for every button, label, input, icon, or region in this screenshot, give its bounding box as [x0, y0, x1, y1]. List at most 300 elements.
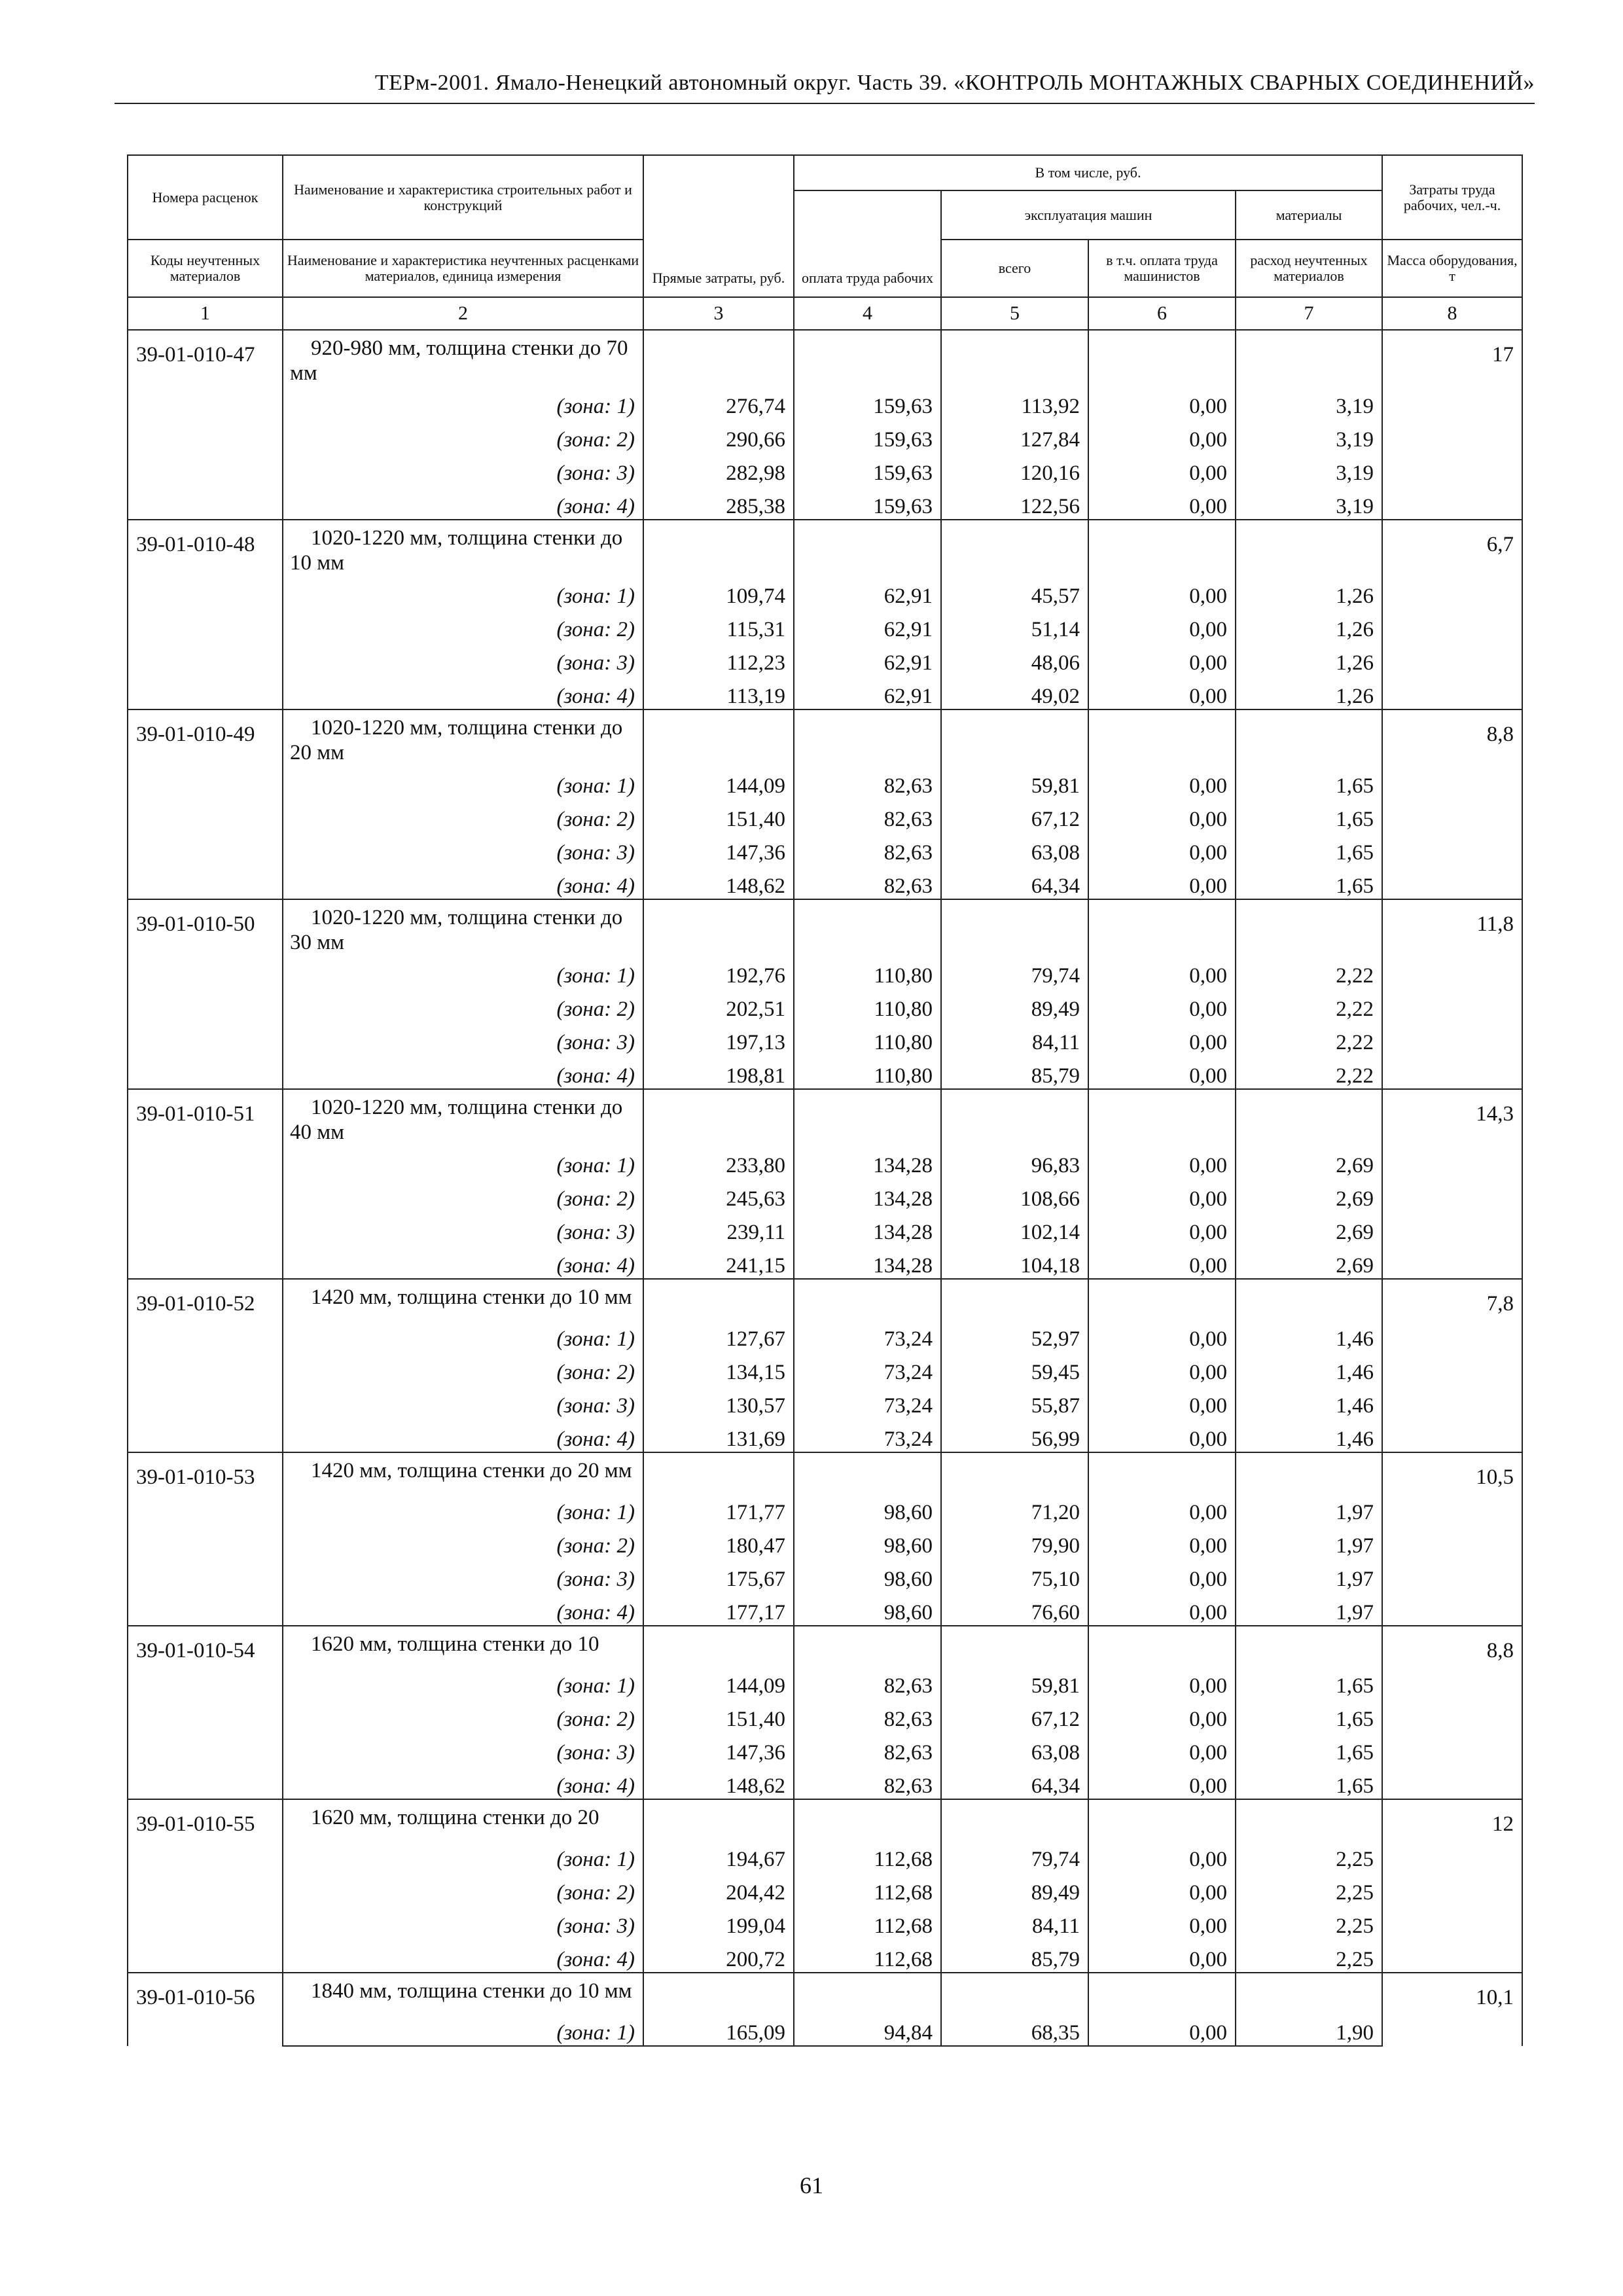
machines-total-value: 122,56	[941, 486, 1088, 520]
machines-total-value: 48,06	[941, 642, 1088, 675]
rate-code: 39-01-010-55	[128, 1799, 283, 1973]
direct-costs-value: 233,80	[643, 1145, 794, 1178]
empty-cell	[941, 1626, 1088, 1665]
empty-cell	[1236, 520, 1382, 575]
machines-total-value: 79,74	[941, 1839, 1088, 1872]
materials-value: 1,65	[1236, 765, 1382, 798]
machines-total-value: 59,45	[941, 1352, 1088, 1385]
zone-label: (зона: 4)	[283, 865, 643, 899]
labor-pay-value: 110,80	[794, 1055, 941, 1089]
materials-value: 3,19	[1236, 486, 1382, 520]
empty-cell	[941, 899, 1088, 955]
header-materials: материалы	[1236, 190, 1382, 240]
labor-cost: 6,7	[1382, 520, 1522, 709]
rate-code: 39-01-010-52	[128, 1279, 283, 1452]
materials-value: 2,22	[1236, 955, 1382, 988]
header-machine-operation: эксплуатация машин	[941, 190, 1236, 240]
machinist-pay-value: 0,00	[1088, 452, 1236, 486]
zone-label: (зона: 1)	[283, 2012, 643, 2046]
machines-total-value: 45,57	[941, 575, 1088, 609]
rate-group	[128, 709, 1522, 765]
direct-costs-value: 144,09	[643, 765, 794, 798]
labor-pay-value: 82,63	[794, 798, 941, 832]
machinist-pay-value: 0,00	[1088, 1492, 1236, 1525]
machines-total-value: 56,99	[941, 1418, 1088, 1452]
header-equipment-mass: Масса оборудования, т	[1382, 240, 1522, 297]
zone-label: (зона: 4)	[283, 1418, 643, 1452]
rate-title: 1620 мм, толщина стенки до 10	[283, 1626, 643, 1665]
rate-title: 1840 мм, толщина стенки до 10 мм	[283, 1973, 643, 2012]
machines-total-value: 64,34	[941, 1765, 1088, 1799]
machinist-pay-value: 0,00	[1088, 1698, 1236, 1732]
zone-row	[128, 2012, 1522, 2046]
labor-pay-value: 98,60	[794, 1525, 941, 1558]
zone-row	[128, 1872, 1522, 1905]
labor-pay-value: 110,80	[794, 988, 941, 1022]
labor-pay-value: 62,91	[794, 609, 941, 642]
direct-costs-value: 175,67	[643, 1558, 794, 1592]
empty-cell	[794, 1973, 941, 2012]
machinist-pay-value: 0,00	[1088, 1939, 1236, 1973]
machines-total-value: 75,10	[941, 1558, 1088, 1592]
zone-label: (зона: 3)	[283, 1905, 643, 1939]
direct-costs-value: 171,77	[643, 1492, 794, 1525]
materials-value: 2,22	[1236, 1022, 1382, 1055]
machinist-pay-value: 0,00	[1088, 1839, 1236, 1872]
labor-cost: 8,8	[1382, 1626, 1522, 1799]
column-number: 3	[643, 297, 794, 330]
labor-pay-value: 159,63	[794, 452, 941, 486]
machinist-pay-value: 0,00	[1088, 642, 1236, 675]
machinist-pay-value: 0,00	[1088, 1872, 1236, 1905]
machines-total-value: 96,83	[941, 1145, 1088, 1178]
materials-value: 1,46	[1236, 1352, 1382, 1385]
direct-costs-value: 148,62	[643, 865, 794, 899]
labor-cost: 17	[1382, 330, 1522, 520]
materials-value: 1,46	[1236, 1385, 1382, 1418]
zone-label: (зона: 2)	[283, 419, 643, 452]
machines-total-value: 51,14	[941, 609, 1088, 642]
rate-group	[128, 1799, 1522, 1839]
labor-pay-value: 82,63	[794, 1698, 941, 1732]
empty-cell	[794, 709, 941, 765]
empty-cell	[941, 520, 1088, 575]
direct-costs-value: 165,09	[643, 2012, 794, 2046]
empty-cell	[1236, 1279, 1382, 1318]
empty-cell	[1236, 899, 1382, 955]
empty-cell	[1088, 1626, 1236, 1665]
machines-total-value: 84,11	[941, 1022, 1088, 1055]
direct-costs-value: 112,23	[643, 642, 794, 675]
rate-group	[128, 1089, 1522, 1145]
header-direct-costs: Прямые затраты, руб.	[643, 155, 794, 297]
rate-code: 39-01-010-48	[128, 520, 283, 709]
materials-value: 1,46	[1236, 1418, 1382, 1452]
direct-costs-value: 241,15	[643, 1245, 794, 1279]
zone-row	[128, 1418, 1522, 1452]
machinist-pay-value: 0,00	[1088, 1145, 1236, 1178]
column-number: 2	[283, 297, 643, 330]
machines-total-value: 79,74	[941, 955, 1088, 988]
empty-cell	[794, 520, 941, 575]
empty-cell	[1236, 330, 1382, 386]
machinist-pay-value: 0,00	[1088, 865, 1236, 899]
direct-costs-value: 192,76	[643, 955, 794, 988]
rate-code: 39-01-010-50	[128, 899, 283, 1089]
materials-value: 1,65	[1236, 832, 1382, 865]
machinist-pay-value: 0,00	[1088, 2012, 1236, 2046]
labor-pay-value: 134,28	[794, 1211, 941, 1245]
header-unaccounted-codes: Коды неучтенных материалов	[128, 240, 283, 297]
labor-pay-value: 82,63	[794, 865, 941, 899]
zone-label: (зона: 4)	[283, 486, 643, 520]
empty-cell	[643, 899, 794, 955]
machines-total-value: 102,14	[941, 1211, 1088, 1245]
materials-value: 1,97	[1236, 1492, 1382, 1525]
zone-row	[128, 1665, 1522, 1698]
machines-total-value: 52,97	[941, 1318, 1088, 1352]
zone-row	[128, 642, 1522, 675]
rate-title: 1420 мм, толщина стенки до 10 мм	[283, 1279, 643, 1318]
zone-label: (зона: 1)	[283, 765, 643, 798]
zone-row	[128, 1318, 1522, 1352]
direct-costs-value: 276,74	[643, 386, 794, 419]
materials-value: 1,97	[1236, 1525, 1382, 1558]
direct-costs-value: 109,74	[643, 575, 794, 609]
direct-costs-value: 290,66	[643, 419, 794, 452]
zone-label: (зона: 1)	[283, 1145, 643, 1178]
zone-row	[128, 1055, 1522, 1089]
materials-value: 1,26	[1236, 642, 1382, 675]
labor-pay-value: 134,28	[794, 1145, 941, 1178]
rate-group	[128, 520, 1522, 575]
labor-pay-value: 98,60	[794, 1592, 941, 1626]
machines-total-value: 85,79	[941, 1939, 1088, 1973]
zone-row	[128, 1839, 1522, 1872]
machinist-pay-value: 0,00	[1088, 832, 1236, 865]
machinist-pay-value: 0,00	[1088, 988, 1236, 1022]
labor-pay-value: 73,24	[794, 1352, 941, 1385]
machinist-pay-value: 0,00	[1088, 609, 1236, 642]
empty-cell	[643, 520, 794, 575]
machines-total-value: 76,60	[941, 1592, 1088, 1626]
zone-label: (зона: 4)	[283, 1592, 643, 1626]
zone-label: (зона: 2)	[283, 1698, 643, 1732]
machinist-pay-value: 0,00	[1088, 1905, 1236, 1939]
zone-label: (зона: 1)	[283, 386, 643, 419]
machinist-pay-value: 0,00	[1088, 1665, 1236, 1698]
rate-group	[128, 1973, 1522, 2012]
labor-pay-value: 94,84	[794, 2012, 941, 2046]
labor-pay-value: 112,68	[794, 1872, 941, 1905]
direct-costs-value: 200,72	[643, 1939, 794, 1973]
zone-row	[128, 1492, 1522, 1525]
materials-value: 1,65	[1236, 1765, 1382, 1799]
empty-cell	[643, 709, 794, 765]
zone-row	[128, 1022, 1522, 1055]
materials-value: 1,97	[1236, 1558, 1382, 1592]
materials-value: 2,69	[1236, 1211, 1382, 1245]
machinist-pay-value: 0,00	[1088, 1245, 1236, 1279]
zone-row	[128, 988, 1522, 1022]
machines-total-value: 104,18	[941, 1245, 1088, 1279]
machines-total-value: 120,16	[941, 452, 1088, 486]
zone-row	[128, 1592, 1522, 1626]
empty-cell	[643, 330, 794, 386]
rate-code: 39-01-010-54	[128, 1626, 283, 1799]
zone-label: (зона: 4)	[283, 1765, 643, 1799]
direct-costs-value: 151,40	[643, 1698, 794, 1732]
column-number: 7	[1236, 297, 1382, 330]
zone-label: (зона: 1)	[283, 575, 643, 609]
machines-total-value: 59,81	[941, 1665, 1088, 1698]
direct-costs-value: 144,09	[643, 1665, 794, 1698]
machinist-pay-value: 0,00	[1088, 1525, 1236, 1558]
direct-costs-value: 113,19	[643, 675, 794, 709]
machines-total-value: 89,49	[941, 988, 1088, 1022]
labor-pay-value: 73,24	[794, 1418, 941, 1452]
zone-label: (зона: 4)	[283, 1245, 643, 1279]
materials-value: 2,25	[1236, 1839, 1382, 1872]
empty-cell	[1088, 1452, 1236, 1492]
direct-costs-value: 131,69	[643, 1418, 794, 1452]
empty-cell	[643, 1799, 794, 1839]
empty-cell	[794, 1279, 941, 1318]
rate-title: 1020-1220 мм, толщина стенки до 40 мм	[283, 1089, 643, 1145]
materials-value: 2,25	[1236, 1905, 1382, 1939]
zone-label: (зона: 3)	[283, 1211, 643, 1245]
direct-costs-value: 180,47	[643, 1525, 794, 1558]
zone-label: (зона: 4)	[283, 1055, 643, 1089]
machines-total-value: 59,81	[941, 765, 1088, 798]
empty-cell	[1088, 1973, 1236, 2012]
labor-pay-value: 112,68	[794, 1905, 941, 1939]
rate-title: 1020-1220 мм, толщина стенки до 20 мм	[283, 709, 643, 765]
zone-row	[128, 765, 1522, 798]
machinist-pay-value: 0,00	[1088, 386, 1236, 419]
labor-pay-value: 82,63	[794, 1765, 941, 1799]
machines-total-value: 67,12	[941, 1698, 1088, 1732]
labor-pay-value: 112,68	[794, 1839, 941, 1872]
materials-value: 3,19	[1236, 386, 1382, 419]
zone-row	[128, 1211, 1522, 1245]
labor-pay-value: 110,80	[794, 1022, 941, 1055]
machines-total-value: 79,90	[941, 1525, 1088, 1558]
column-number: 4	[794, 297, 941, 330]
direct-costs-value: 239,11	[643, 1211, 794, 1245]
zone-row	[128, 452, 1522, 486]
labor-pay-value: 82,63	[794, 765, 941, 798]
page-header: ТЕРм-2001. Ямало-Ненецкий автономный округ. Часть 39. «КОНТРОЛЬ МОНТАЖНЫХ СВАРНЫХ СОЕДИНЕНИЙ»	[374, 71, 1535, 95]
materials-value: 1,65	[1236, 1665, 1382, 1698]
labor-cost: 10,1	[1382, 1973, 1522, 2046]
materials-value: 2,69	[1236, 1145, 1382, 1178]
zone-label: (зона: 4)	[283, 1939, 643, 1973]
empty-cell	[643, 1089, 794, 1145]
labor-cost: 11,8	[1382, 899, 1522, 1089]
empty-cell	[941, 1452, 1088, 1492]
zone-row	[128, 1385, 1522, 1418]
labor-pay-value: 62,91	[794, 575, 941, 609]
direct-costs-value: 204,42	[643, 1872, 794, 1905]
empty-cell	[643, 1973, 794, 2012]
machines-total-value: 64,34	[941, 865, 1088, 899]
rates-table	[127, 154, 1523, 2047]
empty-cell	[1088, 1799, 1236, 1839]
zone-label: (зона: 3)	[283, 1385, 643, 1418]
machines-total-value: 67,12	[941, 798, 1088, 832]
zone-label: (зона: 3)	[283, 1022, 643, 1055]
zone-row	[128, 1352, 1522, 1385]
zone-label: (зона: 3)	[283, 832, 643, 865]
machinist-pay-value: 0,00	[1088, 575, 1236, 609]
empty-cell	[1088, 520, 1236, 575]
labor-cost: 10,5	[1382, 1452, 1522, 1626]
labor-pay-value: 98,60	[794, 1558, 941, 1592]
labor-cost: 8,8	[1382, 709, 1522, 899]
zone-label: (зона: 2)	[283, 1872, 643, 1905]
machines-total-value: 84,11	[941, 1905, 1088, 1939]
rate-code: 39-01-010-56	[128, 1973, 283, 2046]
empty-cell	[941, 709, 1088, 765]
empty-cell	[794, 899, 941, 955]
zone-row	[128, 419, 1522, 452]
zone-label: (зона: 2)	[283, 609, 643, 642]
materials-value: 1,65	[1236, 865, 1382, 899]
rate-group	[128, 1626, 1522, 1665]
machines-total-value: 113,92	[941, 386, 1088, 419]
materials-value: 2,69	[1236, 1245, 1382, 1279]
labor-pay-value: 73,24	[794, 1318, 941, 1352]
empty-cell	[1088, 330, 1236, 386]
page-number: 61	[800, 2172, 823, 2198]
empty-cell	[1236, 709, 1382, 765]
empty-cell	[941, 1089, 1088, 1145]
materials-value: 2,25	[1236, 1872, 1382, 1905]
header-rule	[115, 103, 1535, 104]
labor-pay-value: 98,60	[794, 1492, 941, 1525]
zone-row	[128, 386, 1522, 419]
machinist-pay-value: 0,00	[1088, 765, 1236, 798]
empty-cell	[1088, 1279, 1236, 1318]
machines-total-value: 68,35	[941, 2012, 1088, 2046]
header-labor-pay: оплата труда рабочих	[794, 190, 941, 297]
machinist-pay-value: 0,00	[1088, 1211, 1236, 1245]
zone-row	[128, 1178, 1522, 1211]
rate-title: 920-980 мм, толщина стенки до 70 мм	[283, 330, 643, 386]
direct-costs-value: 151,40	[643, 798, 794, 832]
table-header	[128, 155, 1522, 330]
column-number: 6	[1088, 297, 1236, 330]
column-number: 5	[941, 297, 1088, 330]
direct-costs-value: 194,67	[643, 1839, 794, 1872]
materials-value: 2,69	[1236, 1178, 1382, 1211]
direct-costs-value: 177,17	[643, 1592, 794, 1626]
rate-title: 1020-1220 мм, толщина стенки до 10 мм	[283, 520, 643, 575]
direct-costs-value: 115,31	[643, 609, 794, 642]
zone-row	[128, 1245, 1522, 1279]
empty-cell	[1236, 1799, 1382, 1839]
header-rate-numbers: Номера расценок	[128, 155, 283, 240]
header-unaccounted-name: Наименование и характеристика неучтенных расценками материалов, единица измерения	[283, 240, 643, 297]
zone-row	[128, 1145, 1522, 1178]
zone-label: (зона: 2)	[283, 1525, 643, 1558]
materials-value: 1,90	[1236, 2012, 1382, 2046]
direct-costs-value: 148,62	[643, 1765, 794, 1799]
empty-cell	[794, 1089, 941, 1145]
zone-label: (зона: 2)	[283, 798, 643, 832]
zone-row	[128, 955, 1522, 988]
machinist-pay-value: 0,00	[1088, 419, 1236, 452]
machinist-pay-value: 0,00	[1088, 1352, 1236, 1385]
materials-value: 1,46	[1236, 1318, 1382, 1352]
machines-total-value: 108,66	[941, 1178, 1088, 1211]
empty-cell	[1236, 1626, 1382, 1665]
zone-label: (зона: 3)	[283, 1558, 643, 1592]
empty-cell	[643, 1626, 794, 1665]
labor-cost: 14,3	[1382, 1089, 1522, 1279]
labor-pay-value: 112,68	[794, 1939, 941, 1973]
empty-cell	[794, 1452, 941, 1492]
zone-row	[128, 1939, 1522, 1973]
empty-cell	[794, 330, 941, 386]
machinist-pay-value: 0,00	[1088, 486, 1236, 520]
header-machinist-pay: в т.ч. оплата труда машинистов	[1088, 240, 1236, 297]
zone-row	[128, 575, 1522, 609]
machinist-pay-value: 0,00	[1088, 1558, 1236, 1592]
rate-title: 1420 мм, толщина стенки до 20 мм	[283, 1452, 643, 1492]
machinist-pay-value: 0,00	[1088, 1732, 1236, 1765]
machinist-pay-value: 0,00	[1088, 1022, 1236, 1055]
direct-costs-value: 147,36	[643, 832, 794, 865]
direct-costs-value: 147,36	[643, 1732, 794, 1765]
labor-pay-value: 82,63	[794, 1732, 941, 1765]
zone-row	[128, 865, 1522, 899]
empty-cell	[941, 1279, 1088, 1318]
machines-total-value: 55,87	[941, 1385, 1088, 1418]
zone-row	[128, 1558, 1522, 1592]
materials-value: 1,26	[1236, 675, 1382, 709]
machinist-pay-value: 0,00	[1088, 1592, 1236, 1626]
materials-value: 2,22	[1236, 1055, 1382, 1089]
header-including: В том числе, руб.	[794, 155, 1382, 190]
empty-cell	[941, 330, 1088, 386]
materials-value: 2,25	[1236, 1939, 1382, 1973]
materials-value: 1,65	[1236, 798, 1382, 832]
zone-label: (зона: 1)	[283, 1665, 643, 1698]
machinist-pay-value: 0,00	[1088, 798, 1236, 832]
empty-cell	[1236, 1089, 1382, 1145]
rate-code: 39-01-010-53	[128, 1452, 283, 1626]
machinist-pay-value: 0,00	[1088, 1418, 1236, 1452]
labor-cost: 7,8	[1382, 1279, 1522, 1452]
machinist-pay-value: 0,00	[1088, 1385, 1236, 1418]
labor-pay-value: 159,63	[794, 486, 941, 520]
rate-title: 1620 мм, толщина стенки до 20	[283, 1799, 643, 1839]
column-number: 1	[128, 297, 283, 330]
zone-label: (зона: 3)	[283, 452, 643, 486]
machinist-pay-value: 0,00	[1088, 1318, 1236, 1352]
labor-pay-value: 159,63	[794, 419, 941, 452]
zone-row	[128, 1732, 1522, 1765]
zone-row	[128, 1905, 1522, 1939]
labor-pay-value: 73,24	[794, 1385, 941, 1418]
materials-value: 1,97	[1236, 1592, 1382, 1626]
machines-total-value: 71,20	[941, 1492, 1088, 1525]
direct-costs-value: 285,38	[643, 486, 794, 520]
zone-row	[128, 675, 1522, 709]
direct-costs-value: 282,98	[643, 452, 794, 486]
